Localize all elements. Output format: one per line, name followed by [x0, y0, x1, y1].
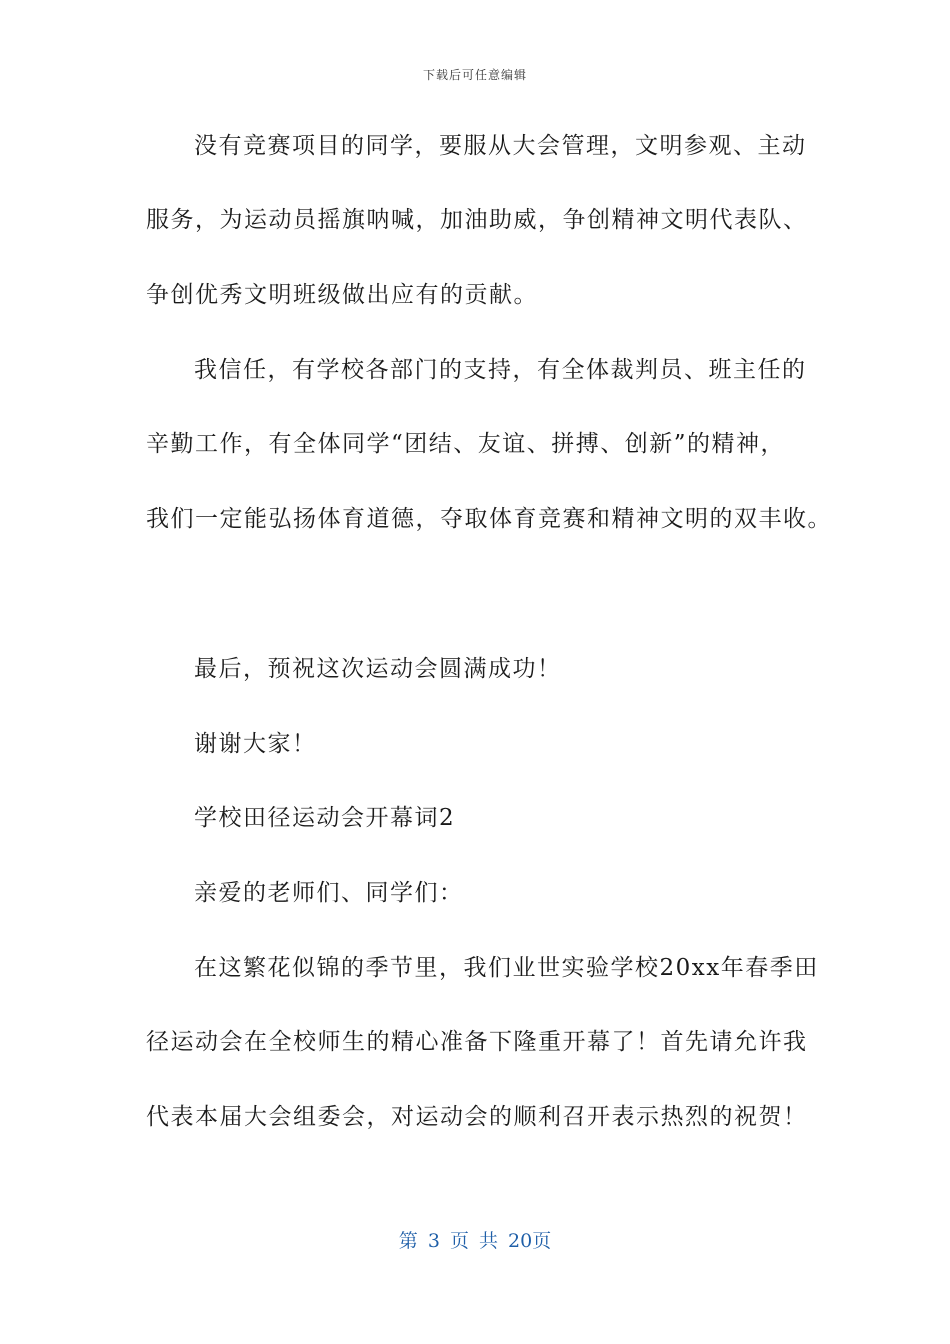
paragraph-line: 谢谢大家！: [194, 731, 317, 757]
salutation: 亲爱的老师们、同学们：: [194, 880, 464, 906]
paragraph-line: 径运动会在全校师生的精心准备下隆重开幕了！首先请允许我: [146, 1029, 808, 1055]
section-title: 学校田径运动会开幕词2: [194, 805, 456, 831]
paragraph-line: 争创优秀文明班级做出应有的贡献。: [146, 282, 538, 308]
paragraph-line: 在这繁花似锦的季节里，我们业世实验学校20xx年春季田: [194, 955, 819, 981]
paragraph-line: 代表本届大会组委会，对运动会的顺利召开表示热烈的祝贺！: [146, 1104, 808, 1130]
page-number: 第 3 页 共 20页: [398, 1230, 552, 1252]
page-header: 下载后可任意编辑: [422, 68, 527, 82]
paragraph-line: 辛勤工作，有全体同学“团结、友谊、拼搏、创新”的精神，: [146, 431, 786, 457]
paragraph-line: 我信任，有学校各部门的支持，有全体裁判员、班主任的: [194, 357, 807, 383]
paragraph-line: 没有竞赛项目的同学，要服从大会管理，文明参观、主动: [194, 133, 807, 159]
paragraph-line: 最后，预祝这次运动会圆满成功！: [194, 656, 562, 682]
paragraph-line: 我们一定能弘扬体育道德，夺取体育竞赛和精神文明的双丰收。: [146, 506, 832, 532]
paragraph-line: 服务，为运动员摇旗呐喊，加油助威，争创精神文明代表队、: [146, 207, 808, 233]
